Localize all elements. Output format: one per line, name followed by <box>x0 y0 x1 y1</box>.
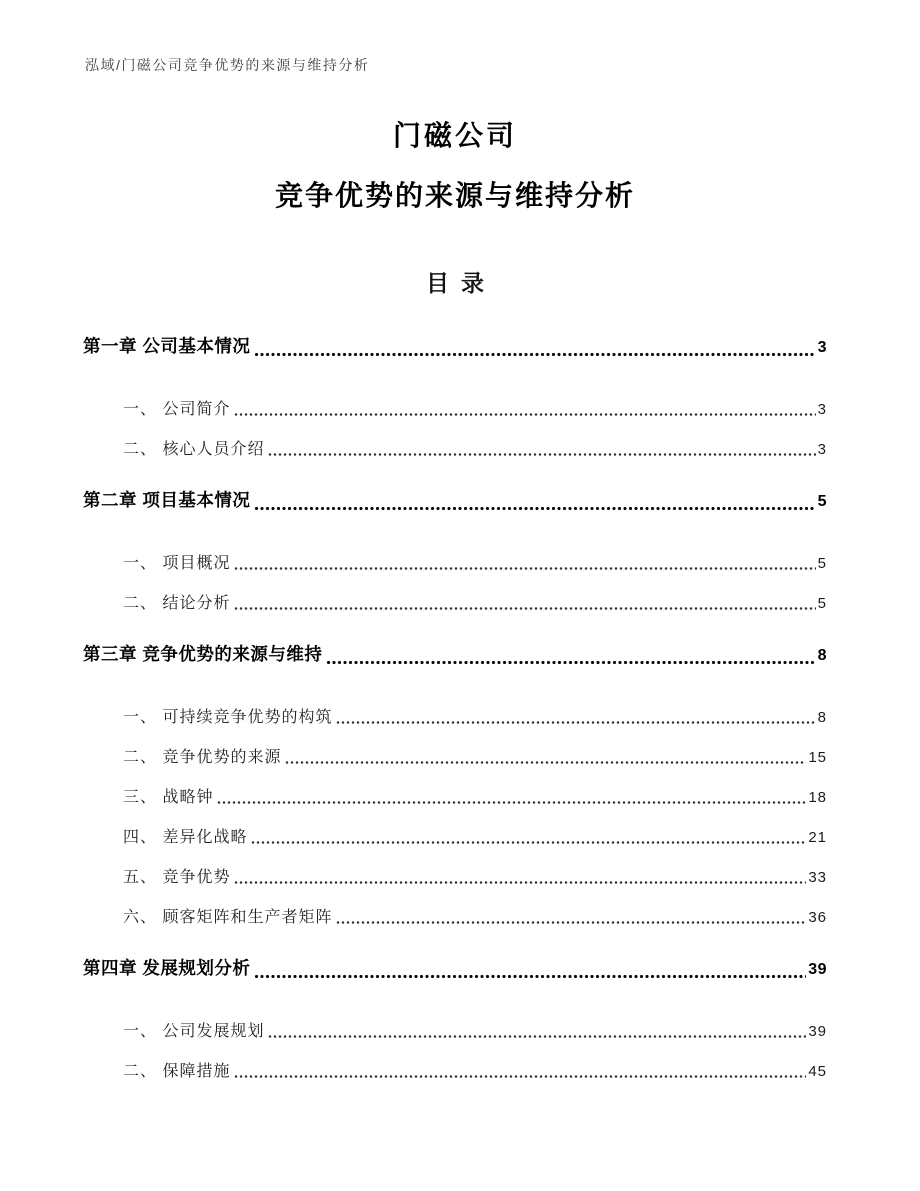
toc-dotted-leader <box>234 606 815 611</box>
toc-dotted-leader <box>268 1034 806 1039</box>
toc-dotted-leader <box>234 566 815 571</box>
toc-entry-label: 一、 项目概况 <box>123 555 231 572</box>
toc-sub-entry[interactable] <box>83 828 827 848</box>
toc-entry-page-number: 3 <box>817 339 827 356</box>
toc-sub-entry[interactable] <box>83 868 827 888</box>
toc-dotted-leader <box>234 1074 806 1079</box>
toc-sub-entry[interactable] <box>83 748 827 768</box>
toc-entry-label: 一、 公司简介 <box>123 401 231 418</box>
toc-dotted-leader <box>254 506 815 511</box>
toc-dotted-leader <box>254 974 806 979</box>
toc-entry-page-number: 8 <box>817 647 827 664</box>
toc-sub-entry[interactable] <box>83 554 827 574</box>
toc-entry-label: 第四章 发展规划分析 <box>83 958 251 978</box>
toc-entry-label: 第一章 公司基本情况 <box>83 336 251 356</box>
toc-entry-label: 二、 结论分析 <box>123 595 231 612</box>
toc-entry-label: 三、 战略钟 <box>123 789 214 806</box>
toc-entry-label: 第三章 竞争优势的来源与维持 <box>83 644 323 664</box>
toc-entry-label: 五、 竞争优势 <box>123 869 231 886</box>
doc-title-line1: 门磁公司 <box>392 120 517 151</box>
toc-dotted-leader <box>254 352 815 357</box>
toc-dotted-leader <box>336 920 806 925</box>
toc-sub-entry[interactable] <box>83 440 827 460</box>
toc-chapter-entry[interactable] <box>83 334 827 360</box>
toc-dotted-leader <box>285 760 806 765</box>
toc-dotted-leader <box>326 660 815 665</box>
toc-entry-label: 二、 核心人员介绍 <box>123 441 265 458</box>
toc-entry-page-number: 8 <box>817 709 827 726</box>
toc-sub-entry[interactable] <box>83 708 827 728</box>
toc-dotted-leader <box>217 800 806 805</box>
toc-entry-label: 四、 差异化战略 <box>123 829 248 846</box>
toc-entry-page-number: 45 <box>808 1063 827 1080</box>
toc-sub-entry[interactable] <box>83 1022 827 1042</box>
toc-dotted-leader <box>234 880 806 885</box>
toc-entry-page-number: 36 <box>808 909 827 926</box>
toc-entry-page-number: 33 <box>808 869 827 886</box>
toc-sub-entry[interactable] <box>83 908 827 928</box>
toc-entry-page-number: 5 <box>817 595 827 612</box>
toc-entry-page-number: 5 <box>817 555 827 572</box>
toc-entry-label: 一、 公司发展规划 <box>123 1023 265 1040</box>
toc-chapter-entry[interactable] <box>83 642 827 668</box>
toc-entry-label: 一、 可持续竞争优势的构筑 <box>123 709 333 726</box>
toc-sub-entry[interactable] <box>83 1062 827 1082</box>
toc-dotted-leader <box>268 452 815 457</box>
toc-dotted-leader <box>336 720 815 725</box>
toc-sub-entry[interactable] <box>83 594 827 614</box>
toc-chapter-entry[interactable] <box>83 488 827 514</box>
toc-heading: 目录 <box>426 270 496 296</box>
toc-entry-page-number: 3 <box>817 441 827 458</box>
toc-entry-label: 第二章 项目基本情况 <box>83 490 251 510</box>
toc-sub-entry[interactable] <box>83 788 827 808</box>
toc-entry-label: 二、 竞争优势的来源 <box>123 749 282 766</box>
toc-entry-label: 二、 保障措施 <box>123 1063 231 1080</box>
toc-chapter-entry[interactable] <box>83 956 827 982</box>
toc-entry-page-number: 5 <box>817 493 827 510</box>
toc-entry-label: 六、 顾客矩阵和生产者矩阵 <box>123 909 333 926</box>
page-header: 泓域/门磁公司竞争优势的来源与维持分析 <box>85 57 370 73</box>
toc-entry-page-number: 3 <box>817 401 827 418</box>
toc-entry-page-number: 39 <box>808 961 827 978</box>
toc-dotted-leader <box>251 840 806 845</box>
doc-title-line2: 竞争优势的来源与维持分析 <box>274 180 635 211</box>
toc-dotted-leader <box>234 412 815 417</box>
table-of-contents <box>83 306 827 1082</box>
toc-entry-page-number: 18 <box>808 789 827 806</box>
toc-entry-page-number: 39 <box>808 1023 827 1040</box>
toc-entry-page-number: 15 <box>808 749 827 766</box>
toc-entry-page-number: 21 <box>808 829 827 846</box>
toc-sub-entry[interactable] <box>83 400 827 420</box>
